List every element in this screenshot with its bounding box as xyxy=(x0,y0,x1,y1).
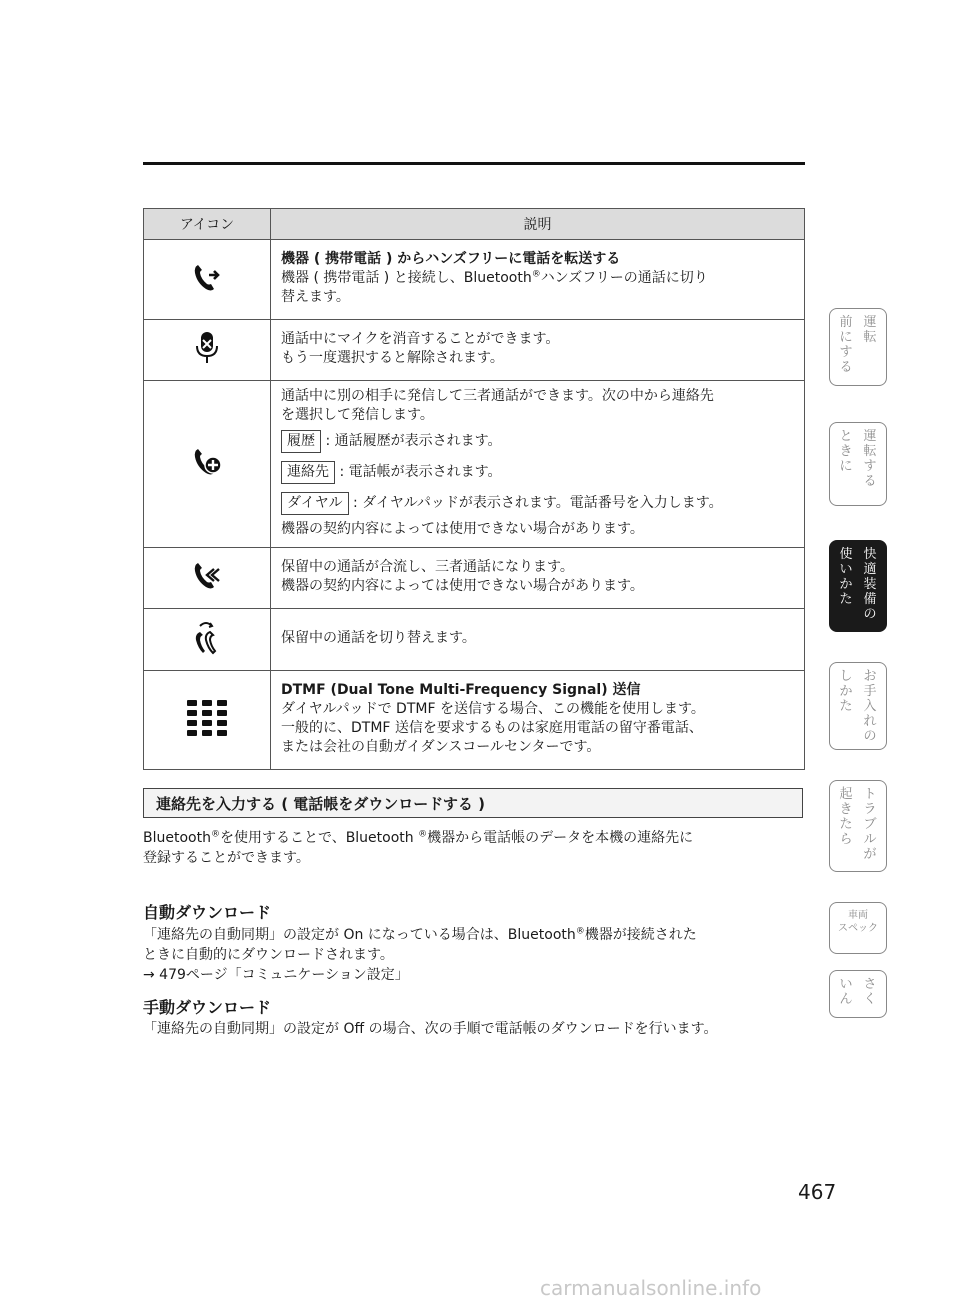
icon-cell xyxy=(144,671,271,770)
merge-call-icon xyxy=(190,559,224,593)
table-row xyxy=(144,548,805,609)
row-text: ダイヤルパッドで DTMF を送信する場合、この機能を使用します。 xyxy=(281,701,705,717)
row-text: を選択して発信します。 xyxy=(281,407,434,423)
row-text: もう一度選択すると解除されます。 xyxy=(281,350,504,366)
row-text: 一般的に、DTMF 送信を要求するものは家庭用電話の留守番電話、 xyxy=(281,720,703,736)
dial-button[interactable]: ダイヤル xyxy=(281,492,349,515)
tab-while-driving[interactable]: ときに運転する xyxy=(829,422,887,506)
row-note: 機器の契約内容によっては使用できない場合があります。 xyxy=(281,521,644,537)
dialpad-icon xyxy=(185,698,229,738)
page-number: 467 xyxy=(798,1180,837,1204)
intro-paragraph: Bluetooth®を使用することで、Bluetooth ®機器から電話帳のデータを本機の連絡先に 登録することができます。 xyxy=(143,829,694,866)
header-description: 説明 xyxy=(271,209,805,240)
tab-vehicle-specs[interactable]: 車両 スペック xyxy=(829,902,887,954)
page-reference-link[interactable]: → 479ページ「コミュニケーション設定」 xyxy=(143,967,409,983)
tab-index[interactable]: いんさく xyxy=(829,970,887,1018)
row-text: 通話中にマイクを消音することができます。 xyxy=(281,331,560,347)
manual-download-text: 「連絡先の自動同期」の設定が Off の場合、次の手順で電話帳のダウンロードを行います。 xyxy=(143,1021,718,1037)
table-row xyxy=(144,671,805,770)
row-text: 保留中の通話を切り替えます。 xyxy=(281,630,476,646)
icon-table xyxy=(143,208,805,770)
desc-cell xyxy=(271,320,805,381)
row-text: 保留中の通話が合流し、三者通話になります。 xyxy=(281,559,574,575)
row-text: 替えます。 xyxy=(281,289,350,305)
row-text: 機器の契約内容によっては使用できない場合があります。 xyxy=(281,578,644,594)
watermark: carmanualsonline.info xyxy=(540,1276,762,1300)
mute-microphone-icon xyxy=(192,330,222,366)
table-row xyxy=(144,381,805,548)
row-title: DTMF (Dual Tone Multi-Frequency Signal) 送信 xyxy=(281,682,641,698)
icon-cell xyxy=(144,609,271,671)
auto-download-text: 「連絡先の自動同期」の設定が On になっている場合は、Bluetooth®機器が接続された ときに自動的にダウンロードされます。 → 479ページ「コミュニケーション設定」 xyxy=(143,925,813,985)
desc-cell xyxy=(271,609,805,671)
auto-download-title: 自動ダウンロード xyxy=(143,903,272,922)
desc-cell xyxy=(271,548,805,609)
tab-convenience-features[interactable]: 使いかた快適装備の xyxy=(829,540,887,632)
phone-transfer-icon xyxy=(190,261,224,295)
row-text: または会社の自動ガイダンスコールセンターです。 xyxy=(281,739,601,755)
icon-cell xyxy=(144,548,271,609)
top-rule xyxy=(143,162,805,165)
desc-cell xyxy=(271,381,805,548)
section-heading: 連絡先を入力する ( 電話帳をダウンロードする ) xyxy=(143,788,803,818)
icon-cell xyxy=(144,381,271,548)
tab-maintenance[interactable]: しかたお手入れの xyxy=(829,662,887,750)
tab-before-driving[interactable]: 前にする運転 xyxy=(829,308,887,386)
option-dial: ダイヤル : ダイヤルパッドが表示されます。電話番号を入力します。 xyxy=(281,489,794,518)
header-icon: アイコン xyxy=(144,209,271,240)
tab-troubleshooting[interactable]: 起きたらトラブルが xyxy=(829,780,887,872)
row-title: 機器 ( 携帯電話 ) からハンズフリーに電話を転送する xyxy=(281,251,621,267)
table-row xyxy=(144,240,805,320)
option-history: 履歴 : 通話履歴が表示されます。 xyxy=(281,427,794,456)
desc-cell xyxy=(271,671,805,770)
table-row xyxy=(144,609,805,671)
history-button[interactable]: 履歴 xyxy=(281,430,321,453)
table-header-row xyxy=(144,209,805,240)
option-contacts: 連絡先 : 電話帳が表示されます。 xyxy=(281,458,794,487)
swap-call-icon xyxy=(190,618,224,658)
row-text: 機器 ( 携帯電話 ) と接続し、Bluetooth®ハンズフリーの通話に切り xyxy=(281,269,708,286)
table-row xyxy=(144,320,805,381)
icon-cell xyxy=(144,240,271,320)
contacts-button[interactable]: 連絡先 xyxy=(281,461,335,484)
icon-cell xyxy=(144,320,271,381)
desc-cell xyxy=(271,240,805,320)
add-call-icon xyxy=(190,445,224,479)
manual-download-title: 手動ダウンロード xyxy=(143,998,272,1017)
row-text: 通話中に別の相手に発信して三者通話ができます。次の中から連絡先 xyxy=(281,388,714,404)
